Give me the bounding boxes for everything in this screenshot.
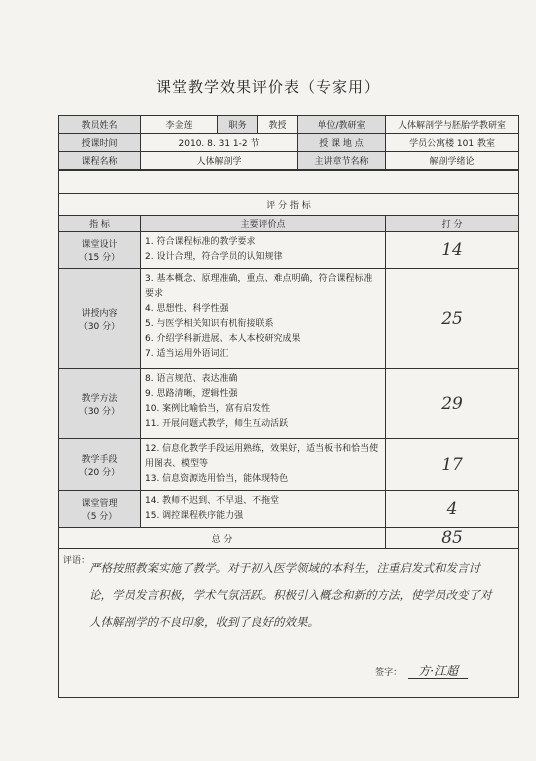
position-value: 教授 [258,116,298,134]
criteria-row [59,439,519,491]
time-label: 授课时间 [59,134,141,152]
criteria-points: 8. 语言规范、表达准确 9. 思路清晰，逻辑性强 10. 案例比喻恰当，富有启发性 11. 开展问题式教学，师生互动活跃 [141,369,386,439]
teacher-label: 教员姓名 [59,116,141,134]
sign-label: 签字： [375,668,403,678]
criteria-points: 3. 基本概念、原理准确，重点、难点明确，符合课程标准要求 4. 思想性、科学性强 5. 与医学相关知识有机衔接联系 6. 介绍学科新进展、本人本校研究成果 7. 适当运用外语词汇 [141,269,386,369]
criteria-name: 讲授内容 （30 分） [59,269,141,369]
unit-value: 人体解剖学与胚胎学教研室 [386,116,519,134]
criteria-score: 17 [386,439,519,491]
comment-label: 评语： [63,556,91,566]
signature-area [375,662,468,679]
total-row [59,528,519,549]
total-label: 总 分 [59,528,386,549]
criteria-row [59,232,519,269]
criteria-score: 4 [386,491,519,528]
place-value: 学员公寓楼 101 教室 [386,134,519,152]
criteria-points: 12. 信息化教学手段运用熟练，效果好，适当板书和恰当使用图表、模型等 13. 信息资源选用恰当，能体现特色 [141,439,386,491]
info-row-course [59,152,519,170]
criteria-row [59,269,519,369]
spacer-row [59,170,519,194]
info-row-teacher [59,116,519,134]
time-value: 2010. 8. 31 1-2 节 [141,134,298,152]
place-label: 授 课 地 点 [298,134,386,152]
criteria-row [59,491,519,528]
section-header-row [59,194,519,216]
unit-label: 单位/教研室 [298,116,386,134]
course-value: 人体解剖学 [141,152,298,170]
criteria-score: 29 [386,369,519,439]
form-title: 课堂教学效果评价表（专家用） [155,78,380,96]
criteria-points: 14. 教师不迟到、不早退、不拖堂 15. 调控课程秩序能力强 [141,491,386,528]
chapter-label: 主讲章节名称 [298,152,386,170]
col-header-points: 主要评价点 [141,216,386,232]
col-header-score: 打 分 [386,216,519,232]
info-row-time [59,134,519,152]
chapter-value: 解剖学绪论 [386,152,519,170]
teacher-value: 李金莲 [141,116,218,134]
criteria-name: 课堂管理 （5 分） [59,491,141,528]
criteria-name: 教学方法 （30 分） [59,369,141,439]
course-label: 课程名称 [59,152,141,170]
position-label: 职务 [218,116,258,134]
comment-cell [59,549,519,698]
section-header: 评 分 指 标 [59,194,519,216]
evaluation-form [58,115,518,685]
criteria-name: 课堂设计 （15 分） [59,232,141,269]
col-header-indicator: 指 标 [59,216,141,232]
comment-row [59,549,519,698]
total-score: 85 [386,528,519,549]
criteria-points: 1. 符合课程标准的教学要求 2. 设计合理，符合学员的认知规律 [141,232,386,269]
criteria-score: 14 [386,232,519,269]
criteria-row [59,369,519,439]
signature: 方·江超 [408,664,468,679]
evaluation-table [58,115,519,698]
column-header-row [59,216,519,232]
criteria-name: 教学手段 （20 分） [59,439,141,491]
comment-text: 严格按照教案实施了教学。对于初入医学领域的本科生，注重启发式和发言讨论，学员发言积极，学术气氛活跃。积极引入概念和新的方法，使学员改变了对人体解剖学的不良印象，收到了良好的效果。 [89,561,492,629]
criteria-score: 25 [386,269,519,369]
